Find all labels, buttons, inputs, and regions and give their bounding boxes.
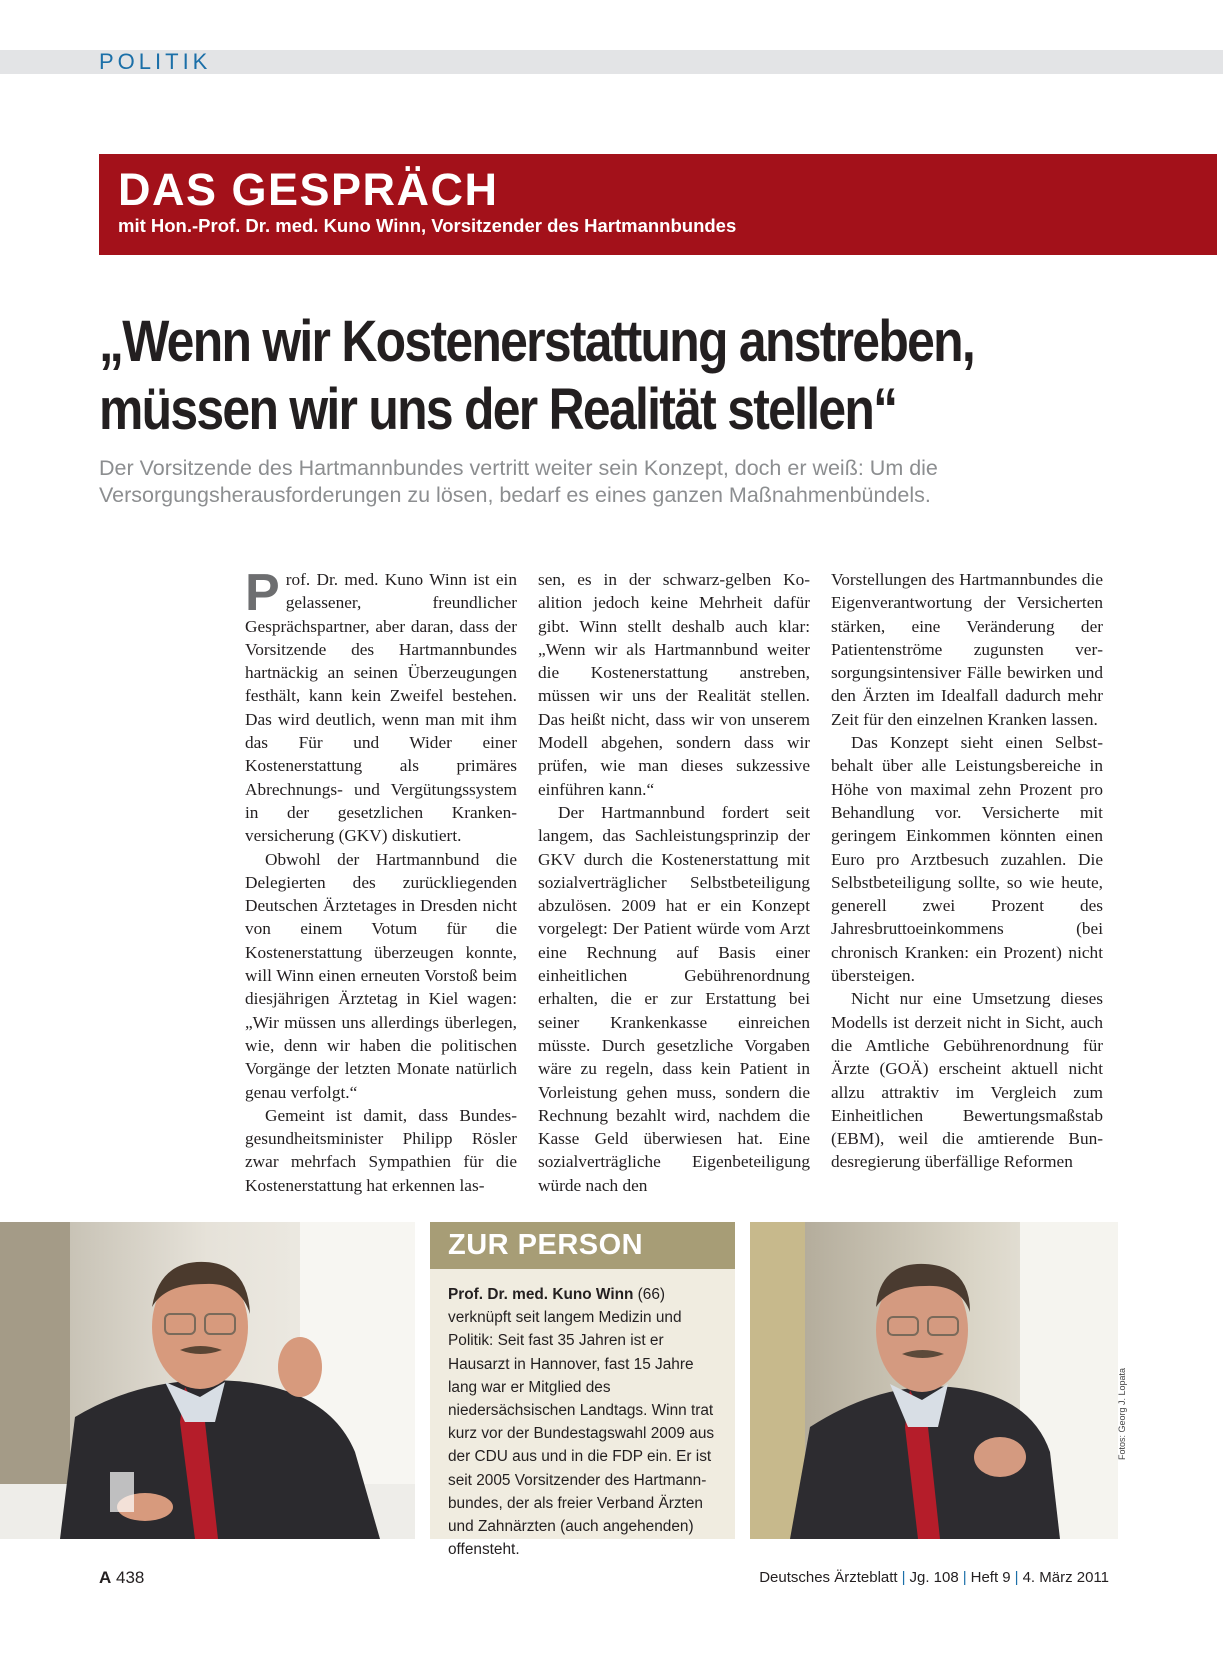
photo-credit: Fotos: Georg J. Lopata xyxy=(1117,1367,1127,1460)
paragraph: Obwohl der Hartmannbund die Delegierten des zurückliegenden Deutschen Ärztetages in Dresden nicht von einem Votum für die Kostenerstattung überzeugen konnte, will Winn einen erneuten Vorstoß beim diesjährigen Ärztetag in Kiel wagen: „Wir müssen uns allerdings überlegen, wie, denn wir haben die politischen Vorgänge der letzten Monate natürlich genau verfolgt.“ xyxy=(245,849,517,1102)
paragraph: Vorstellungen des Hartmannbundes die Eigenverantwortung der Versicherten stärken, eine Veränderung der Patientenströme zugunsten versorgungsintensiver Fälle bewirken und den Ärzten im Idealfall dadurch mehr Zeit für den einzelnen Kranken lassen. xyxy=(831,570,1103,729)
body-column-3 xyxy=(831,568,1103,1174)
footer-separator: | xyxy=(901,1569,906,1586)
headline-line-2: müssen wir uns der Realität stellen“ xyxy=(99,377,897,442)
paragraph: sen, es in der schwarz-gelben Koalition jedoch keine Mehrheit dafür gibt. Winn stellt deshalb auch klar: „Wenn wir als Hartmannbund weiter die Kostenerstattung anstreben, müssen wir uns der Realität stellen. Das heißt nicht, dass wir von unserem Modell abgehen, sondern dass wir prüfen, wie man dieses sukzessive einführen kann.“ xyxy=(538,570,810,799)
person-name: Prof. Dr. med. Kuno Winn xyxy=(448,1286,634,1303)
person-box-heading: ZUR PERSON xyxy=(430,1222,735,1269)
interview-banner xyxy=(99,154,1217,255)
paragraph xyxy=(245,564,517,848)
banner-subtitle: mit Hon.-Prof. Dr. med. Kuno Winn, Vorsitzender des Hartmannbundes xyxy=(118,215,737,236)
portrait-photo-illustration xyxy=(0,1222,415,1539)
article-headline xyxy=(99,308,1045,444)
journal-issue: Heft 9 xyxy=(970,1569,1011,1586)
lead-line-2: Versorgungsherausforderungen zu lösen, bedarf es eines ganzen Maßnahmenbündels. xyxy=(99,483,931,507)
person-bio: (66) verknüpft seit langem Medizin und Politik: Seit fast 35 Jahren ist er Hausarzt in Hannover, fast 15 Jahre lang war er Mitglied des niedersächsischen Landtags. Winn trat kurz vor der Bundestagswahl 2009 aus der CDU aus und in die FDP ein. Er ist seit 2005 Vorsitzender des Hartmannbundes, der als freier Verband Ärzten und Zahnärzten (auch angehenden) offensteht. xyxy=(448,1286,715,1559)
person-info-box xyxy=(430,1222,735,1559)
paragraph: Das Konzept sieht einen Selbstbehalt über alle Leistungsbereiche in Höhe von maximal zehn Prozent pro Behandlung vor. Versicherte mit geringem Einkommen könnten einen Euro pro Arztbesuch zuzahlen. Die Selbstbeteiligung sollte, so wie heute, generell zwei Prozent des Jahresbruttoeinkommens (bei chronisch Kranken: ein Prozent) nicht übersteigen. xyxy=(831,733,1103,986)
journal-footer xyxy=(759,1569,1109,1586)
portrait-photo-illustration-2 xyxy=(750,1222,1118,1539)
page-letter: A xyxy=(99,1568,112,1587)
banner-title: DAS GESPRÄCH xyxy=(118,164,499,215)
paragraph: Gemeint ist damit, dass Bundesgesundheitsminister Philipp Rösler zwar mehrfach Sympathien für die Kostenerstattung hat erkennen las- xyxy=(245,1105,517,1195)
body-column-1 xyxy=(245,564,517,1197)
paragraph: Nicht nur eine Umsetzung dieses Modells ist derzeit nicht in Sicht, auch die Amtliche Gebührenordnung für Ärzte (GOÄ) erscheint aktuell nicht allzu attraktiv im Vergleich zum Einheitlichen Bewertungsmaßstab (EBM), weil die amtierende Bundesregierung überfällige Reformen xyxy=(831,989,1103,1172)
section-label: POLITIK xyxy=(99,49,212,74)
page-number xyxy=(99,1568,144,1588)
journal-date: 4. März 2011 xyxy=(1022,1569,1109,1586)
footer-separator: | xyxy=(962,1569,967,1586)
article-lead xyxy=(99,455,1099,509)
photo-winn-left xyxy=(0,1222,415,1539)
journal-name: Deutsches Ärzteblatt xyxy=(759,1569,898,1586)
drop-cap: P xyxy=(245,564,280,622)
page-number-value: 438 xyxy=(116,1568,145,1587)
body-column-2 xyxy=(538,568,810,1197)
lead-line-1: Der Vorsitzende des Hartmannbundes vertritt weiter sein Konzept, doch er weiß: Um die xyxy=(99,456,938,480)
paragraph-text: rof. Dr. med. Kuno Winn ist ein gelassener, freundlicher Gesprächspartner, aber daran, dass der Vorsitzende des Hartmannbundes hartnäckig an seinen Überzeugungen festhält, kann kein Zweifel bestehen. Das wird deutlich, wenn man mit ihm das Für und Wider einer Kostenerstattung als primäres Abrechnungs- und Vergütungssystem in der gesetzlichen Krankenversicherung (GKV) diskutiert. xyxy=(245,570,517,846)
person-box-text xyxy=(430,1269,735,1561)
photo-winn-right xyxy=(750,1222,1118,1539)
footer-separator: | xyxy=(1014,1569,1019,1586)
journal-volume: Jg. 108 xyxy=(909,1569,959,1586)
paragraph: Der Hartmannbund fordert seit langem, das Sachleistungsprinzip der GKV durch die Kostenerstattung mit sozialverträglicher Selbstbeteiligung abzulösen. 2009 hat er ein Konzept vorgelegt: Der Patient würde vom Arzt eine Rechnung auf Basis einer einheitlichen Gebührenordnung erhalten, die er zur Erstattung bei seiner Krankenkasse einreichen müsste. Durch gesetzliche Vorgaben wäre zu regeln, dass kein Patient in Vorleistung gehen muss, sondern die Rechnung bezahlt wird, nachdem die Kasse Geld überwiesen hat. Eine sozialverträgliche Eigenbeteiligung würde nach den xyxy=(538,802,810,1195)
headline-line-1: „Wenn wir Kostenerstattung anstreben, xyxy=(99,309,974,374)
